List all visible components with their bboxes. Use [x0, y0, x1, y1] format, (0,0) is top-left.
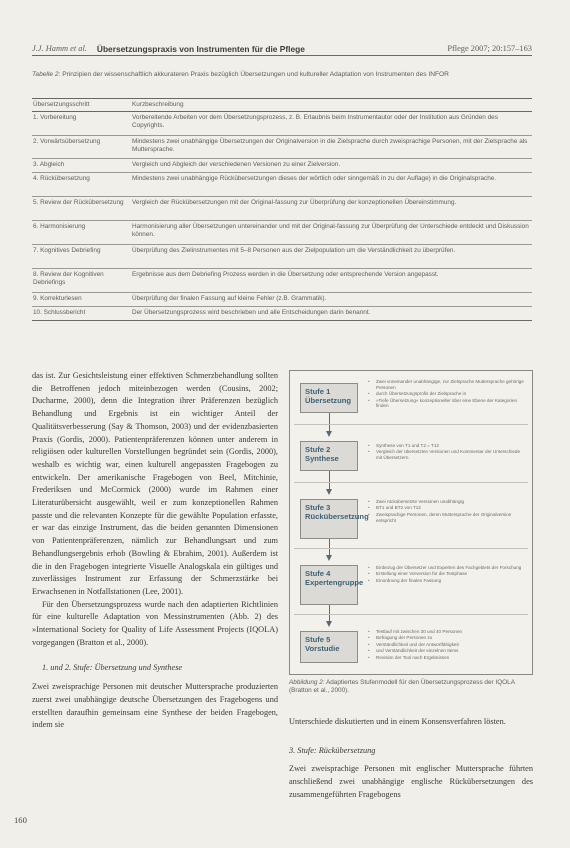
- body-paragraph: das ist. Zur Gesichtsleistung einer effektiven Schmerzbehandlung sollten die Betroffenen jedoch miteinbezogen werden (Cousins, 2002; Ducharme, 2000), denn die Integration ihrer Präferenzen bezüglich Behandlung und Ergebnis ist ein wichtiger Anteil der Qualitätsverbesserung (Say & Thomson, 2003) und der evidenzbasierten Praxis (Gordis, 2000). Patientenpräferenzen können unter anderem in religiösen oder kulturellen Vorstellungen begründet sein (Gordis, 2000), weshalb es wichtig war, einen kulturell angepassten Fragebogen zu entwickeln. Der amerikanische Fragebogen von Beel, Mitchinie, Frederiksen und McCormick (2000) wurde im Rahmen einer Literaturübersicht ausgewählt, weil er zum konzeptionellen Rahmen passte und die relevanten Konzepte für die gewählte Population erfasste, er war das einzige Instrument, das die beiden genannten Dimensionen von Patientenpräferenzen, nämlich zur Behandlungsart und zum Behandlungsergebnis erhob (Bowling & Ebrahim, 2001). Außerdem ist die in den Fragebogen integrierte Visuelle Analogskala ein gültiges und zuverlässiges Instrument zur Erfassung der Schmerzstärke bei Erwachsenen in Notfallstationen (Lee, 2001).: [32, 371, 278, 596]
- flow-arrow-stem: [329, 471, 330, 489]
- body-column-right: [289, 716, 533, 802]
- flow-arrow-down-icon: [326, 621, 332, 627]
- stage-note: • Synthese von T1 und T2 = T12: [368, 443, 526, 449]
- stage-box: Stufe 3 Rückübersetzung: [300, 499, 358, 539]
- stage-note: • Einordnung der finalen Fassung: [368, 578, 526, 584]
- stage-notes: [368, 443, 526, 462]
- translation-steps-table: [32, 98, 532, 321]
- body-paragraph: Zwei zweisprachige Personen mit englischer Muttersprache führten anschließend zwei unabhängige englische Rückübersetzungen des zusammengeführten Fragebogens: [289, 764, 533, 799]
- running-header-journal: Pflege 2007; 20:157–163: [447, 44, 532, 53]
- stage-notes: [368, 629, 526, 661]
- flow-arrow-stem: [329, 605, 330, 621]
- stage-notes: [368, 565, 526, 584]
- table-row: [32, 269, 532, 293]
- table-caption-text: Prinzipien der wissenschaftlich akkurateren Praxis bezüglich Übersetzungen und kultureller Adaptation von Instrumenten des INFOR: [62, 71, 449, 78]
- section-heading: 1. und 2. Stufe: Übersetzung und Synthese: [42, 663, 183, 673]
- table-header-description: Kurzbeschreibung: [132, 101, 184, 108]
- stage-box: Stufe 4 Expertengruppe: [300, 565, 358, 605]
- stage-note: • Verständlichkeit und der Antwortfähigkeit: [368, 642, 526, 648]
- table-row: [32, 159, 532, 173]
- figure-caption-label: Abbildung 2:: [289, 679, 325, 686]
- table-cell-description: Vorbereitende Arbeiten vor dem Übersetzungsprozess, z. B. Erlaubnis beim Instrumentautor oder der Institution aus Gründen des Copyrights.: [132, 114, 498, 129]
- stage-box: Stufe 2 Synthese: [300, 441, 358, 471]
- flow-arrow-down-icon: [326, 431, 332, 437]
- running-header-title: Übersetzungspraxis von Instrumenten für die Pflege: [96, 44, 305, 54]
- body-paragraph: Unterschiede diskutierten und in einem Konsensverfahren lösten.: [289, 717, 506, 726]
- table-cell-description: Mindestens zwei unabhängige Übersetzungen der Originalversion in die Zielsprache durch zweisprachige Personen, mit der Zielsprache als Muttersprache.: [132, 138, 528, 153]
- stage-box: Stufe 1 Übersetzung: [300, 383, 358, 413]
- table-cell-description: Mindestens zwei unabhängige Rückübersetzungen dieses der wörtlich oder sinngemäß in zu der Auflage) in die Originalsprache.: [132, 175, 497, 182]
- stage-note: • durch Übersetzungsprofis der Zielsprache in: [368, 391, 526, 397]
- stage-note: • Zweisprachige Personen, deren Muttersprache der Originalversion entspricht: [368, 512, 526, 524]
- running-header-authors: J.J. Hamm et al.: [32, 44, 87, 53]
- stage-model-figure: [289, 370, 533, 675]
- table-cell-description: Überprüfung des Zielinstrumentes mit 5–8 Personen aus der Zielpopulation um die Verständlichkeit zu überprüfen.: [132, 247, 456, 254]
- stage-note: • Zwei voneinander unabhängige, zur Zielsprache Muttersprache gehörige Personen: [368, 379, 526, 391]
- stage-divider: [294, 614, 528, 615]
- table-cell-description: Ergebnisse aus dem Debriefing Prozess werden in die Übersetzung oder entsprechende Version angepasst.: [132, 271, 439, 278]
- stage-divider: [294, 548, 528, 549]
- stage-note: • Zwei rückübersetzte Versionen unabhängig: [368, 499, 526, 505]
- table-cell-description: Harmonisierung aller Übersetzungen untereinander und mit der Original-fassung zur Überprüfung der Unterschiede entdeckt und Diskussion können.: [132, 223, 529, 238]
- stage-note: • BT1 und BT2 von T12: [368, 505, 526, 511]
- table-row: [32, 173, 532, 197]
- table-cell-step: 1. Vorbereitung: [33, 114, 77, 121]
- flow-arrow-stem: [329, 539, 330, 555]
- page-number: 160: [14, 815, 27, 825]
- body-column-left: [32, 370, 278, 732]
- table-row: [32, 293, 532, 307]
- table-cell-step: 4. Rückübersetzung: [33, 175, 90, 182]
- table-row: [32, 245, 532, 269]
- stage-note: • Revision der Tool nach Ergebnissen: [368, 655, 526, 661]
- stage-note: • Erstellung einer Vorversion für die Testphase: [368, 571, 526, 577]
- table-cell-description: Vergleich und Abgleich der verschiedenen Versionen zu einer Zielversion.: [132, 161, 341, 168]
- table-cell-description: Der Übersetzungsprozess wird beschrieben und alle Entscheidungen darin benannt.: [132, 309, 371, 316]
- stage-note: • »Tiefe Übersetzung« konzeptioneller über eine Ebene der Kategorien finden: [368, 398, 526, 410]
- table-cell-step: 8. Review der Kognitiven Debriefings: [33, 271, 104, 286]
- table-cell-step: 5. Review der Rückübersetzung: [33, 199, 124, 206]
- running-header: [32, 42, 532, 56]
- table-cell-step: 3. Abgleich: [33, 161, 65, 168]
- table-header-step: Übersetzungsschritt: [33, 101, 90, 108]
- table-row: [32, 112, 532, 136]
- flow-arrow-down-icon: [326, 555, 332, 561]
- stage-note: • Testlauf mit zwischen 30 und 40 Personen: [368, 629, 526, 635]
- stage-note: • und Verständlichkeit der einzelnen Items: [368, 648, 526, 654]
- table-cell-step: 7. Kognitives Debriefing: [33, 247, 101, 254]
- body-paragraph: Zwei zweisprachige Personen mit deutscher Muttersprache produzierten zuerst zwei unabhängige deutsche Übersetzungen des Fragebogens und erstellten daraufhin gemeinsam eine Synthese der beiden Fragebogen, indem sie: [32, 682, 278, 730]
- flow-arrow-stem: [329, 413, 330, 431]
- table-cell-description: Vergleich der Rückübersetzungen mit der Original-fassung zur Überprüfung der konzeptionellen Übereinstimmung.: [132, 199, 457, 206]
- stage-notes: [368, 499, 526, 524]
- table-header-row: [32, 99, 532, 112]
- stage-box: Stufe 5 Vorstudie: [300, 631, 358, 663]
- flow-arrow-down-icon: [326, 489, 332, 495]
- table-row: [32, 221, 532, 245]
- body-paragraph: Für den Übersetzungsprozess wurde nach den adaptierten Richtlinien für eine kulturelle Adaptation von Messinstrumenten (Abb. 2) des »International Society for Quality of Life Assessment Projects (IQOLA) vorgegangen (Bratton et al., 2000).: [32, 599, 278, 647]
- table-cell-step: 2. Vorwärtsübersetzung: [33, 138, 101, 145]
- section-heading: 3. Stufe: Rückübersetzung: [289, 745, 376, 755]
- figure-caption: [289, 679, 533, 695]
- table-cell-step: 6. Harmonisierung: [33, 223, 86, 230]
- table-row: [32, 307, 532, 321]
- stage-note: • Einbezug der Übersetzer und Experten des Fachgebiets der Forschung: [368, 565, 526, 571]
- stage-notes: [368, 379, 526, 410]
- table-cell-description: Überprüfung der finalen Fassung auf kleine Fehler (z.B. Grammatik).: [132, 295, 327, 302]
- table-caption: [32, 71, 532, 80]
- table-row: [32, 136, 532, 159]
- table-cell-step: 9. Korrekturlesen: [33, 295, 82, 302]
- stage-note: • Befragung der Personen zu: [368, 635, 526, 641]
- table-cell-step: 10. Schlussbericht: [33, 309, 86, 316]
- stage-divider: [294, 482, 528, 483]
- figure-caption-text: Adaptiertes Stufenmodell für den Übersetzungsprozess der IQOLA (Bratton et al., 2000).: [289, 679, 515, 694]
- stage-note: • Vergleich der übersetzten Versionen und Kommentar der Unterschiede mit Übersetzern: [368, 449, 526, 461]
- table-row: [32, 197, 532, 221]
- stage-divider: [294, 424, 528, 425]
- table-caption-label: Tabelle 2:: [32, 71, 61, 78]
